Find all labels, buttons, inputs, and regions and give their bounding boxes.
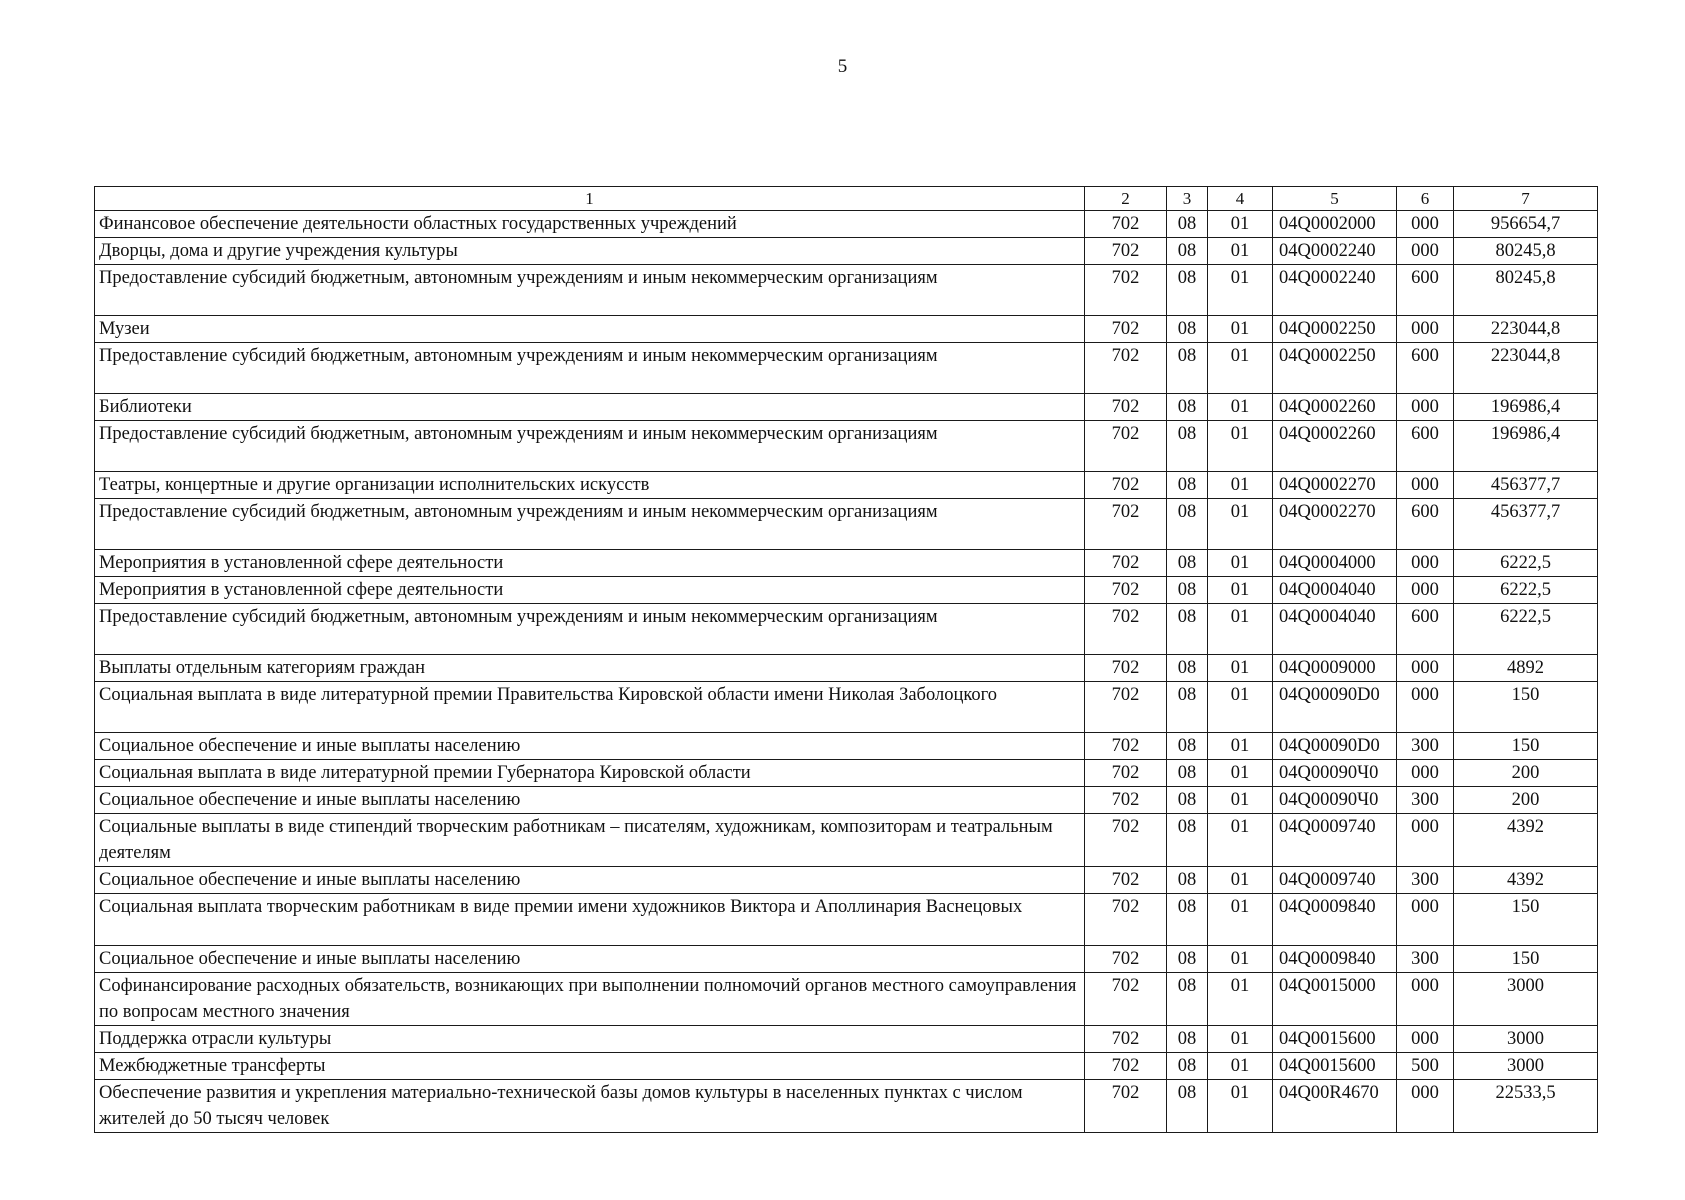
table-row [95,894,1598,946]
table-row [95,814,1598,867]
row-name-cell: Социальное обеспечение и иные выплаты населению [95,946,1085,973]
target-article-cell: 04Q0004000 [1273,550,1397,577]
section-code-cell: 702 [1085,604,1167,655]
expense-type-cell: 000 [1397,550,1454,577]
section-code-cell: 702 [1085,499,1167,550]
amount-cell: 3000 [1454,1026,1598,1053]
section-code-cell: 702 [1085,577,1167,604]
row-name-cell: Социальная выплата в виде литературной премии Правительства Кировской области имени Николая Заболоцкого [95,682,1085,733]
item-code-cell: 01 [1208,472,1273,499]
subsection-code-cell: 08 [1167,394,1208,421]
item-code-cell: 01 [1208,760,1273,787]
target-article-cell: 04Q00090D0 [1273,682,1397,733]
expense-type-cell: 300 [1397,733,1454,760]
amount-cell: 4392 [1454,867,1598,894]
section-code-cell: 702 [1085,211,1167,238]
subsection-code-cell: 08 [1167,421,1208,472]
expense-type-cell: 000 [1397,211,1454,238]
table-row [95,1080,1598,1133]
row-name-cell: Социальное обеспечение и иные выплаты населению [95,733,1085,760]
row-name-cell: Социальные выплаты в виде стипендий творческим работникам – писателям, художникам, композиторам и театральным деятелям [95,814,1085,867]
section-code-cell: 702 [1085,421,1167,472]
item-code-cell: 01 [1208,238,1273,265]
section-code-cell: 702 [1085,655,1167,682]
subsection-code-cell: 08 [1167,604,1208,655]
table-row [95,577,1598,604]
target-article-cell: 04Q0002250 [1273,343,1397,394]
table-row [95,238,1598,265]
subsection-code-cell: 08 [1167,550,1208,577]
item-code-cell: 01 [1208,733,1273,760]
amount-cell: 150 [1454,894,1598,946]
expense-type-cell: 000 [1397,973,1454,1026]
amount-cell: 196986,4 [1454,394,1598,421]
section-code-cell: 702 [1085,1026,1167,1053]
amount-cell: 6222,5 [1454,577,1598,604]
amount-cell: 4392 [1454,814,1598,867]
subsection-code-cell: 08 [1167,265,1208,316]
subsection-code-cell: 08 [1167,1053,1208,1080]
expense-type-cell: 000 [1397,316,1454,343]
amount-cell: 456377,7 [1454,472,1598,499]
item-code-cell: 01 [1208,1026,1273,1053]
item-code-cell: 01 [1208,316,1273,343]
column-header: 7 [1454,187,1598,211]
section-code-cell: 702 [1085,787,1167,814]
expense-type-cell: 300 [1397,946,1454,973]
expense-type-cell: 000 [1397,394,1454,421]
target-article-cell: 04Q0002000 [1273,211,1397,238]
expense-type-cell: 000 [1397,894,1454,946]
target-article-cell: 04Q0004040 [1273,604,1397,655]
subsection-code-cell: 08 [1167,787,1208,814]
subsection-code-cell: 08 [1167,655,1208,682]
amount-cell: 80245,8 [1454,238,1598,265]
section-code-cell: 702 [1085,894,1167,946]
table-row [95,682,1598,733]
expense-type-cell: 600 [1397,604,1454,655]
item-code-cell: 01 [1208,814,1273,867]
target-article-cell: 04Q0002270 [1273,499,1397,550]
expense-type-cell: 300 [1397,787,1454,814]
item-code-cell: 01 [1208,1053,1273,1080]
table-row [95,973,1598,1026]
expense-type-cell: 000 [1397,760,1454,787]
section-code-cell: 702 [1085,343,1167,394]
expense-type-cell: 600 [1397,499,1454,550]
table-row [95,394,1598,421]
section-code-cell: 702 [1085,733,1167,760]
expense-type-cell: 000 [1397,577,1454,604]
section-code-cell: 702 [1085,265,1167,316]
target-article-cell: 04Q00090Ч0 [1273,760,1397,787]
target-article-cell: 04Q0002260 [1273,421,1397,472]
target-article-cell: 04Q0009740 [1273,867,1397,894]
row-name-cell: Предоставление субсидий бюджетным, автономным учреждениям и иным некоммерческим организациям [95,343,1085,394]
expense-type-cell: 000 [1397,682,1454,733]
subsection-code-cell: 08 [1167,946,1208,973]
amount-cell: 223044,8 [1454,316,1598,343]
amount-cell: 956654,7 [1454,211,1598,238]
amount-cell: 456377,7 [1454,499,1598,550]
item-code-cell: 01 [1208,394,1273,421]
target-article-cell: 04Q0002250 [1273,316,1397,343]
section-code-cell: 702 [1085,472,1167,499]
row-name-cell: Дворцы, дома и другие учреждения культуры [95,238,1085,265]
target-article-cell: 04Q00090Ч0 [1273,787,1397,814]
column-header: 6 [1397,187,1454,211]
expense-type-cell: 300 [1397,867,1454,894]
row-name-cell: Предоставление субсидий бюджетным, автономным учреждениям и иным некоммерческим организациям [95,499,1085,550]
subsection-code-cell: 08 [1167,472,1208,499]
expense-type-cell: 600 [1397,265,1454,316]
amount-cell: 150 [1454,946,1598,973]
row-name-cell: Музеи [95,316,1085,343]
section-code-cell: 702 [1085,973,1167,1026]
section-code-cell: 702 [1085,946,1167,973]
target-article-cell: 04Q00R4670 [1273,1080,1397,1133]
target-article-cell: 04Q0009840 [1273,946,1397,973]
expense-type-cell: 000 [1397,1080,1454,1133]
column-header: 5 [1273,187,1397,211]
expense-type-cell: 600 [1397,421,1454,472]
expense-type-cell: 500 [1397,1053,1454,1080]
table-body [95,211,1598,1133]
amount-cell: 200 [1454,787,1598,814]
row-name-cell: Мероприятия в установленной сфере деятельности [95,577,1085,604]
budget-table [94,186,1598,1133]
subsection-code-cell: 08 [1167,1080,1208,1133]
table-row [95,733,1598,760]
table-row [95,655,1598,682]
table-row [95,550,1598,577]
item-code-cell: 01 [1208,604,1273,655]
item-code-cell: 01 [1208,867,1273,894]
amount-cell: 4892 [1454,655,1598,682]
table-row [95,760,1598,787]
item-code-cell: 01 [1208,655,1273,682]
table-row [95,316,1598,343]
expense-type-cell: 600 [1397,343,1454,394]
subsection-code-cell: 08 [1167,814,1208,867]
item-code-cell: 01 [1208,946,1273,973]
target-article-cell: 04Q00090D0 [1273,733,1397,760]
target-article-cell: 04Q0009740 [1273,814,1397,867]
item-code-cell: 01 [1208,343,1273,394]
target-article-cell: 04Q0002260 [1273,394,1397,421]
row-name-cell: Поддержка отрасли культуры [95,1026,1085,1053]
column-header: 3 [1167,187,1208,211]
row-name-cell: Социальное обеспечение и иные выплаты населению [95,787,1085,814]
subsection-code-cell: 08 [1167,343,1208,394]
table-row [95,211,1598,238]
row-name-cell: Обеспечение развития и укрепления материально-технической базы домов культуры в населенных пунктах с числом жителей до 50 тысяч человек [95,1080,1085,1133]
table-row [95,265,1598,316]
amount-cell: 80245,8 [1454,265,1598,316]
row-name-cell: Предоставление субсидий бюджетным, автономным учреждениям и иным некоммерческим организациям [95,604,1085,655]
table-row [95,1053,1598,1080]
amount-cell: 6222,5 [1454,550,1598,577]
item-code-cell: 01 [1208,577,1273,604]
amount-cell: 196986,4 [1454,421,1598,472]
target-article-cell: 04Q0004040 [1273,577,1397,604]
target-article-cell: 04Q0009840 [1273,894,1397,946]
row-name-cell: Библиотеки [95,394,1085,421]
target-article-cell: 04Q0009000 [1273,655,1397,682]
expense-type-cell: 000 [1397,238,1454,265]
target-article-cell: 04Q0002240 [1273,265,1397,316]
item-code-cell: 01 [1208,973,1273,1026]
amount-cell: 3000 [1454,1053,1598,1080]
row-name-cell: Выплаты отдельным категориям граждан [95,655,1085,682]
row-name-cell: Софинансирование расходных обязательств, возникающих при выполнении полномочий органов местного самоуправления по вопросам местного значения [95,973,1085,1026]
section-code-cell: 702 [1085,550,1167,577]
amount-cell: 150 [1454,733,1598,760]
section-code-cell: 702 [1085,867,1167,894]
amount-cell: 22533,5 [1454,1080,1598,1133]
target-article-cell: 04Q0015600 [1273,1026,1397,1053]
table-row [95,421,1598,472]
subsection-code-cell: 08 [1167,733,1208,760]
item-code-cell: 01 [1208,894,1273,946]
expense-type-cell: 000 [1397,1026,1454,1053]
section-code-cell: 702 [1085,316,1167,343]
table-row [95,604,1598,655]
section-code-cell: 702 [1085,1080,1167,1133]
item-code-cell: 01 [1208,682,1273,733]
column-header: 1 [95,187,1085,211]
expense-type-cell: 000 [1397,655,1454,682]
row-name-cell: Социальная выплата в виде литературной премии Губернатора Кировской области [95,760,1085,787]
subsection-code-cell: 08 [1167,760,1208,787]
section-code-cell: 702 [1085,238,1167,265]
amount-cell: 3000 [1454,973,1598,1026]
item-code-cell: 01 [1208,787,1273,814]
subsection-code-cell: 08 [1167,894,1208,946]
header-row [95,187,1598,211]
table-row [95,1026,1598,1053]
item-code-cell: 01 [1208,265,1273,316]
subsection-code-cell: 08 [1167,867,1208,894]
table-row [95,867,1598,894]
column-header: 2 [1085,187,1167,211]
column-header: 4 [1208,187,1273,211]
subsection-code-cell: 08 [1167,316,1208,343]
row-name-cell: Межбюджетные трансферты [95,1053,1085,1080]
amount-cell: 6222,5 [1454,604,1598,655]
table-row [95,499,1598,550]
item-code-cell: 01 [1208,211,1273,238]
section-code-cell: 702 [1085,1053,1167,1080]
item-code-cell: 01 [1208,1080,1273,1133]
target-article-cell: 04Q0015000 [1273,973,1397,1026]
subsection-code-cell: 08 [1167,211,1208,238]
section-code-cell: 702 [1085,760,1167,787]
section-code-cell: 702 [1085,814,1167,867]
table-row [95,787,1598,814]
expense-type-cell: 000 [1397,814,1454,867]
row-name-cell: Мероприятия в установленной сфере деятельности [95,550,1085,577]
expense-type-cell: 000 [1397,472,1454,499]
item-code-cell: 01 [1208,499,1273,550]
target-article-cell: 04Q0002240 [1273,238,1397,265]
row-name-cell: Театры, концертные и другие организации исполнительских искусств [95,472,1085,499]
section-code-cell: 702 [1085,682,1167,733]
table-row [95,343,1598,394]
item-code-cell: 01 [1208,421,1273,472]
amount-cell: 200 [1454,760,1598,787]
amount-cell: 150 [1454,682,1598,733]
row-name-cell: Предоставление субсидий бюджетным, автономным учреждениям и иным некоммерческим организациям [95,265,1085,316]
subsection-code-cell: 08 [1167,499,1208,550]
amount-cell: 223044,8 [1454,343,1598,394]
row-name-cell: Социальная выплата творческим работникам в виде премии имени художников Виктора и Аполлинария Васнецовых [95,894,1085,946]
subsection-code-cell: 08 [1167,1026,1208,1053]
row-name-cell: Предоставление субсидий бюджетным, автономным учреждениям и иным некоммерческим организациям [95,421,1085,472]
table-row [95,946,1598,973]
page-number: 5 [837,56,848,77]
subsection-code-cell: 08 [1167,973,1208,1026]
subsection-code-cell: 08 [1167,577,1208,604]
section-code-cell: 702 [1085,394,1167,421]
target-article-cell: 04Q0015600 [1273,1053,1397,1080]
table-row [95,472,1598,499]
subsection-code-cell: 08 [1167,238,1208,265]
subsection-code-cell: 08 [1167,682,1208,733]
row-name-cell: Социальное обеспечение и иные выплаты населению [95,867,1085,894]
row-name-cell: Финансовое обеспечение деятельности областных государственных учреждений [95,211,1085,238]
target-article-cell: 04Q0002270 [1273,472,1397,499]
item-code-cell: 01 [1208,550,1273,577]
